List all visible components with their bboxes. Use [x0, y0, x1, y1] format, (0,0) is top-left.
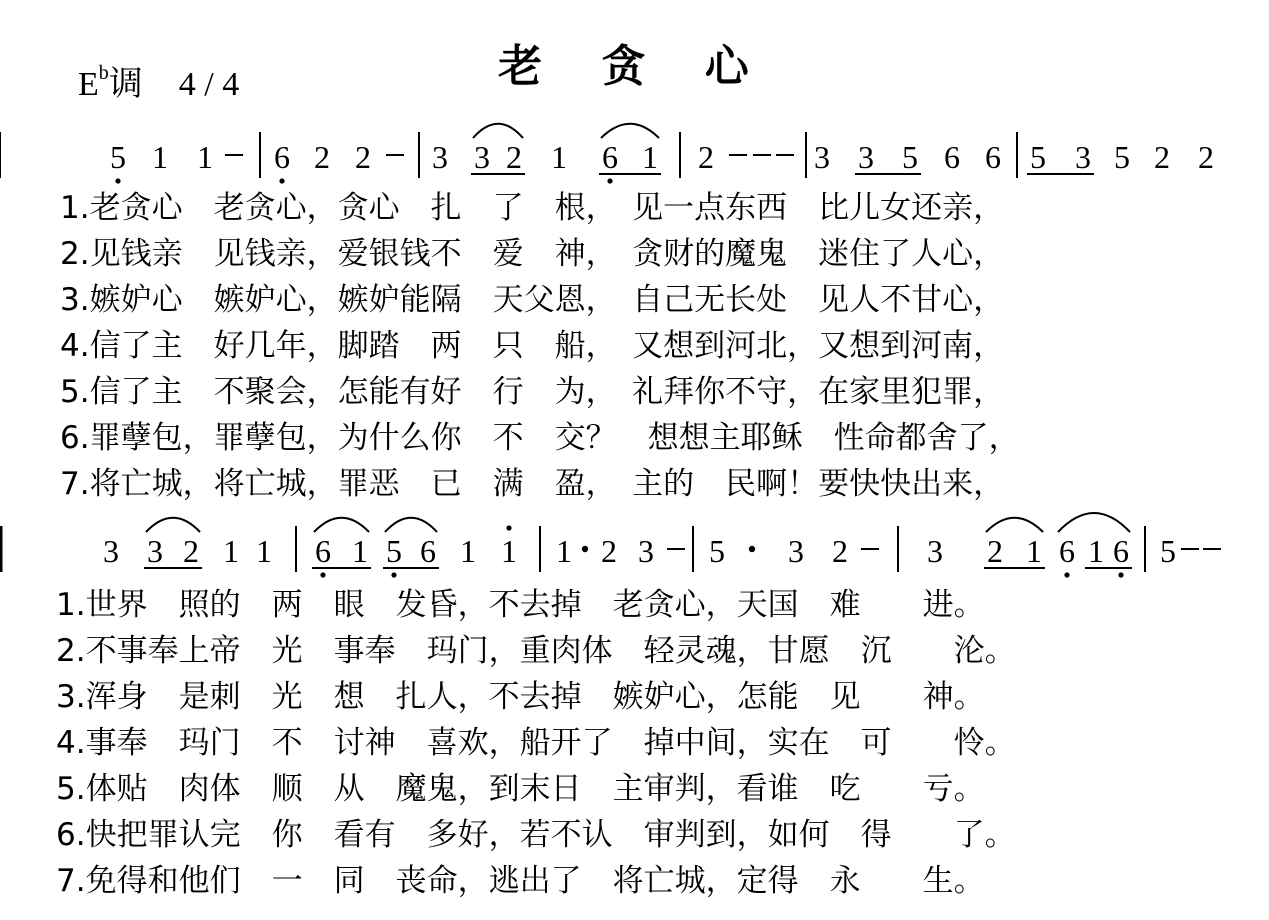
note-2: 2 — [506, 139, 522, 175]
note-2: 2 — [698, 139, 714, 175]
dot-mark — [749, 546, 755, 552]
low-octave-dot — [607, 178, 612, 183]
lyric-verse-7: 7.将亡城，将亡城，罪恶 已 满 盈， 主的 民啊！要快快出来， — [60, 466, 1005, 502]
note-6: 6 — [420, 533, 436, 569]
note-5: 5 — [1030, 139, 1046, 175]
note-6: 6 — [1113, 533, 1129, 569]
low-octave-dot — [1118, 572, 1123, 577]
slur-arc — [385, 518, 437, 532]
note-1: 1 — [352, 533, 368, 569]
slur-arc — [986, 518, 1043, 532]
note-1: 1 — [223, 533, 239, 569]
lyric-verse-6: 6.罪孽包，罪孽包，为什么你 不 交？ 想想主耶稣 性命都舍了， — [60, 420, 1020, 456]
note-2: 2 — [987, 533, 1003, 569]
note-2: 2 — [355, 139, 371, 175]
note-2: 2 — [601, 533, 617, 569]
note-3: 3 — [788, 533, 804, 569]
song-title: 老 贪 心 — [498, 41, 771, 92]
low-octave-dot — [1064, 572, 1069, 577]
low-octave-dot — [320, 572, 325, 577]
lyric-verse-4: 4.信了主 好几年，脚踏 两 只 船， 又想到河北，又想到河南， — [60, 328, 1005, 364]
note-1: 1 — [197, 139, 213, 175]
key-letter: E — [78, 66, 99, 103]
lyric-verse-6: 6.快把罪认完 你 看有 多好，若不认 审判到，如何 得 了。 — [56, 817, 1016, 853]
note-1: 1 — [1026, 533, 1042, 569]
note-5: 5 — [902, 139, 918, 175]
note-6: 6 — [1059, 533, 1075, 569]
note-3: 3 — [474, 139, 490, 175]
note-2: 2 — [1198, 139, 1214, 175]
note-5: 5 — [1160, 533, 1176, 569]
slur-arc — [314, 518, 369, 532]
note-5: 5 — [709, 533, 725, 569]
note-5: 5 — [1114, 139, 1130, 175]
low-octave-dot — [391, 572, 396, 577]
note-1: 1 — [556, 533, 572, 569]
note-1: 1 — [501, 533, 517, 569]
note-2: 2 — [183, 533, 199, 569]
time-signature: 4 / 4 — [178, 66, 240, 103]
note-6: 6 — [315, 533, 331, 569]
slur-arc — [1058, 513, 1130, 532]
note-6: 6 — [944, 139, 960, 175]
note-1: 1 — [460, 533, 476, 569]
note-2: 2 — [1154, 139, 1170, 175]
low-octave-dot — [115, 178, 120, 183]
lyric-verse-2: 2.见钱亲 见钱亲，爱银钱不 爱 神， 贪财的魔鬼 迷住了人心， — [60, 236, 1005, 272]
note-6: 6 — [602, 139, 618, 175]
lyric-verse-5: 5.体贴 肉体 顺 从 魔鬼，到末日 主审判，看谁 吃 亏。 — [56, 771, 985, 807]
note-3: 3 — [814, 139, 830, 175]
note-3: 3 — [927, 533, 943, 569]
high-octave-dot — [506, 525, 511, 530]
note-5: 5 — [386, 533, 402, 569]
lyric-verse-4: 4.事奉 玛门 不 讨神 喜欢，船开了 掉中间，实在 可 怜。 — [56, 725, 1016, 761]
low-octave-dot — [279, 178, 284, 183]
note-6: 6 — [985, 139, 1001, 175]
lyric-verse-2: 2.不事奉上帝 光 事奉 玛门，重肉体 轻灵魂，甘愿 沉 沦。 — [56, 633, 1016, 669]
lyric-verse-1: 1.世界 照的 两 眼 发昏，不去掉 老贪心，天国 难 进。 — [56, 587, 985, 623]
lyric-verse-3: 3.嫉妒心 嫉妒心，嫉妒能隔 天父恩， 自己无长处 见人不甘心， — [60, 282, 1005, 318]
note-1: 1 — [551, 139, 567, 175]
note-3: 3 — [858, 139, 874, 175]
note-3: 3 — [147, 533, 163, 569]
note-3: 3 — [638, 533, 654, 569]
note-2: 2 — [832, 533, 848, 569]
note-5: 5 — [110, 139, 126, 175]
note-1: 1 — [256, 533, 272, 569]
note-3: 3 — [1075, 139, 1091, 175]
slur-arc — [473, 124, 523, 138]
note-3: 3 — [432, 139, 448, 175]
lyric-verse-5: 5.信了主 不聚会，怎能有好 行 为， 礼拜你不守，在家里犯罪， — [60, 374, 1005, 410]
note-1: 1 — [1088, 533, 1104, 569]
note-6: 6 — [274, 139, 290, 175]
key-accidental: b — [98, 61, 109, 84]
slur-arc — [601, 124, 659, 138]
note-1: 1 — [152, 139, 168, 175]
note-3: 3 — [103, 533, 119, 569]
key-suffix: 调 — [108, 66, 143, 103]
dot-mark — [582, 546, 588, 552]
note-1: 1 — [642, 139, 658, 175]
slur-arc — [146, 518, 200, 532]
lyric-verse-7: 7.免得和他们 一 同 丧命，逃出了 将亡城，定得 永 生。 — [56, 863, 985, 899]
lyric-verse-1: 1.老贪心 老贪心，贪心 扎 了 根， 见一点东西 比儿女还亲， — [60, 190, 1005, 226]
lyric-verse-3: 3.浑身 是刺 光 想 扎人，不去掉 嫉妒心，怎能 见 神。 — [56, 679, 985, 715]
note-2: 2 — [314, 139, 330, 175]
